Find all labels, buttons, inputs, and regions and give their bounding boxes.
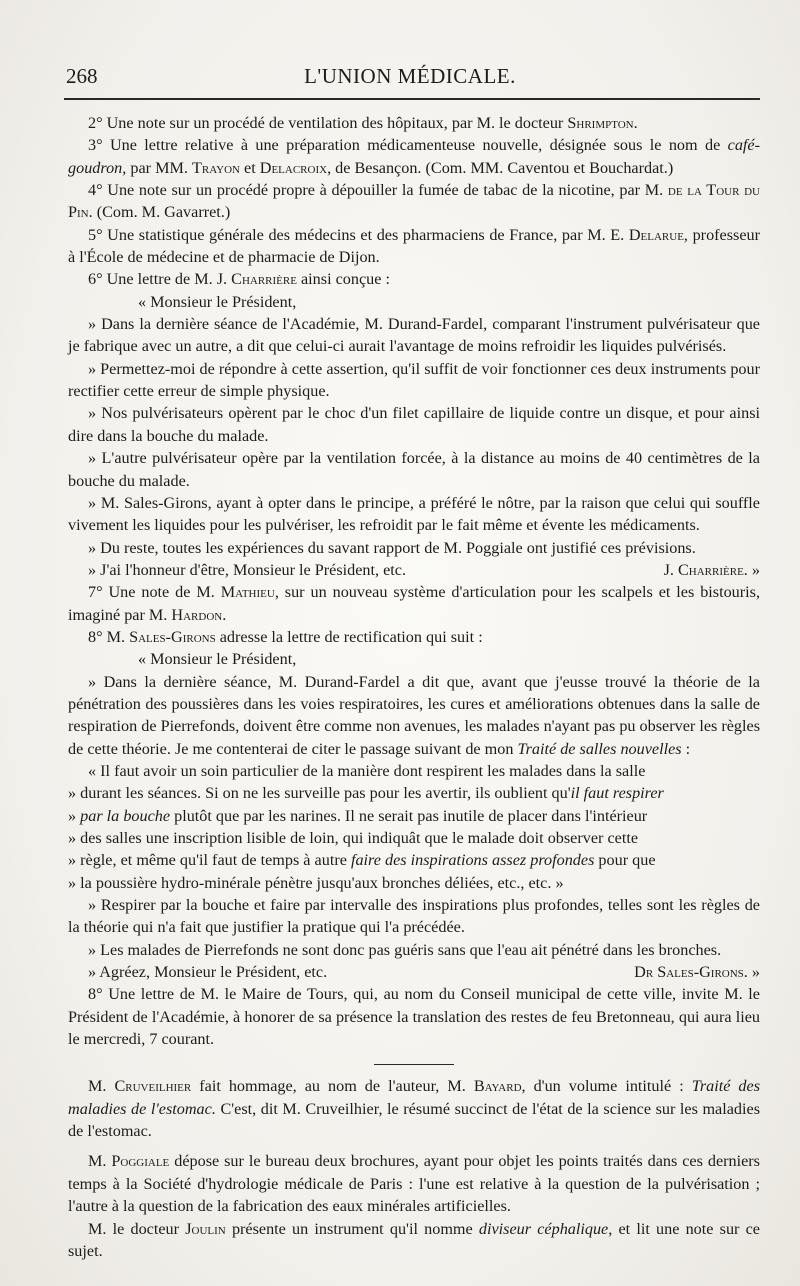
- item-5: 5° Une statistique générale des médecins et des pharmaciens de France, par M. E. Delarue, professeur à l'École de médecine et de pharmacie de Dijon.: [68, 225, 761, 267]
- letter2-paragraph: » Dans la dernière séance, M. Durand-Fardel a dit que, avant que j'eusse trouvé la théorie de la pénétration des poussières dans les voies respiratoires, les cures et améliorations obtenues dans la salle de respiration de Pierrefonds, doivent être comme non avenues, les malades n'ayant pas pu observer les règles de cette théorie. Je me contenterai de citer le passage suivant de mon Traité de salles nouvelles :: [68, 672, 761, 758]
- page-header: [62, 62, 758, 94]
- item-7: 7° Une note de M. Mathieu, sur un nouveau système d'articulation pour les scalpels et les bistouris, imaginé par M. Hardon.: [68, 583, 761, 624]
- item-3: 3° Une lettre relative à une préparation médicamenteuse nouvelle, désignée sous le nom de café-goudron, par MM. Trayon et Delacroix, de Besançon. (Com. MM. Caventou et Bouchardat.): [68, 136, 760, 177]
- item-2: 2° Une note sur un procédé de ventilation des hôpitaux, par M. le docteur Shrimpton.: [88, 114, 638, 132]
- letter2-quote-line: » règle, et même qu'il faut de temps à autre faire des inspirations assez profondes pour que: [68, 851, 656, 870]
- running-title: L'UNION MÉDICALE.: [304, 64, 516, 88]
- page-number: 268: [66, 64, 98, 88]
- item-8-bis: 8° Une lettre de M. le Maire de Tours, qui, au nom du Conseil municipal de cette ville, invite M. le Président de l'Académie, à honorer de sa présence la translation des restes de feu Bretonneau, qui aura lieu le mercredi, 7 courant.: [68, 985, 760, 1049]
- letter2-paragraph: » Les malades de Pierrefonds ne sont donc pas guéris sans que l'eau ait pénétré dans les bronches.: [88, 940, 722, 959]
- letter2-quote-line: » la poussière hydro-minérale pénètre jusqu'aux bronches déliées, etc., etc. »: [68, 873, 564, 892]
- body-text: [68, 112, 760, 1262]
- section-separator: [374, 1064, 454, 1065]
- letter1-paragraph: » Permettez-moi de répondre à cette assertion, qu'il suffit de voir fonctionner ces deux instruments pour rectifier cette erreur de simple physique.: [68, 359, 760, 401]
- cruveilhier-paragraph: M. Cruveilhier fait hommage, au nom de l'auteur, M. Bayard, d'un volume intitulé : Traité des maladies de l'estomac. C'est, dit M. Cruveilhier, le résumé succinct de l'état de la science sur les maladies de l'estomac.: [68, 1077, 761, 1141]
- item-4: 4° Une note sur un procédé propre à dépouiller la fumée de tabac de la nicotine, par M. de la Tour du Pin. (Com. M. Gavarret.): [68, 181, 760, 222]
- letter1-signature: J. Charrière. »: [663, 560, 760, 579]
- letter2-signature: Dr Sales-Girons. »: [634, 963, 760, 982]
- joulin-paragraph: M. le docteur Joulin présente un instrument qu'il nomme diviseur céphalique, et lit une note sur ce sujet.: [68, 1219, 760, 1260]
- letter2-quote-line: » durant les séances. Si on ne les surveille pas pour les avertir, ils oublient qu'il faut respirer: [68, 784, 664, 803]
- letter1-paragraph: » Nos pulvérisateurs opèrent par le choc d'un filet capillaire de liquide contre un disque, et pour ainsi dire dans la bouche du malade.: [68, 404, 760, 445]
- header-rule: [64, 98, 760, 100]
- letter1-closing: » J'ai l'honneur d'être, Monsieur le Président, etc. J. Charrière. »: [68, 559, 760, 581]
- item-8: 8° M. Sales-Girons adresse la lettre de rectification qui suit :: [88, 627, 483, 646]
- letter2-quote-line: » par la bouche plutôt que par les narines. Il ne serait pas inutile de placer dans l'intérieur: [68, 806, 648, 825]
- letter1-paragraph: » Dans la dernière séance de l'Académie, M. Durand-Fardel, comparant l'instrument pulvérisateur que je fabrique avec un autre, a dit que celui-ci aurait l'avantage de moins refroidir les liquides pulvérisés.: [68, 315, 760, 356]
- item-6: 6° Une lettre de M. J. Charrière ainsi conçue :: [88, 270, 390, 289]
- letter2-closing: » Agréez, Monsieur le Président, etc. Dr Sales-Girons. »: [68, 961, 760, 983]
- poggiale-paragraph: M. Poggiale dépose sur le bureau deux brochures, ayant pour objet les points traités dans ces derniers temps à la Société d'hydrologie médicale de Paris : l'une est relative à la question de la pulvérisation ; l'autre à la question de la fabrication des eaux minérales artificielles.: [68, 1152, 760, 1216]
- letter2-paragraph: » Respirer par la bouche et faire par intervalle des inspirations plus profondes, telles sont les règles de la théorie qui n'a fait que justifier la pratique qui l'a précédée.: [68, 896, 760, 937]
- letter2-quote-line: « Il faut avoir un soin particulier de la manière dont respirent les malades dans la salle: [88, 761, 646, 780]
- letter1-paragraph: » L'autre pulvérisateur opère par la ventilation forcée, à la distance au moins de 40 centimètres de la bouche du malade.: [68, 449, 760, 490]
- letter1-paragraph: » Du reste, toutes les expériences du savant rapport de M. Poggiale ont justifié ces prévisions.: [88, 538, 696, 557]
- letter2-quote-line: » des salles une inscription lisible de loin, qui indiquât que le malade doit observer cette: [68, 829, 639, 847]
- letter1-paragraph: » M. Sales-Girons, ayant à opter dans le principe, a préféré le nôtre, par la raison que celui qui souffle vivement les liquides pour les pulvériser, les refroidit par le fait même et évente les médicaments.: [68, 493, 760, 535]
- letter2-salutation: « Monsieur le Président,: [138, 650, 297, 669]
- letter1-salutation: « Monsieur le Président,: [138, 292, 297, 311]
